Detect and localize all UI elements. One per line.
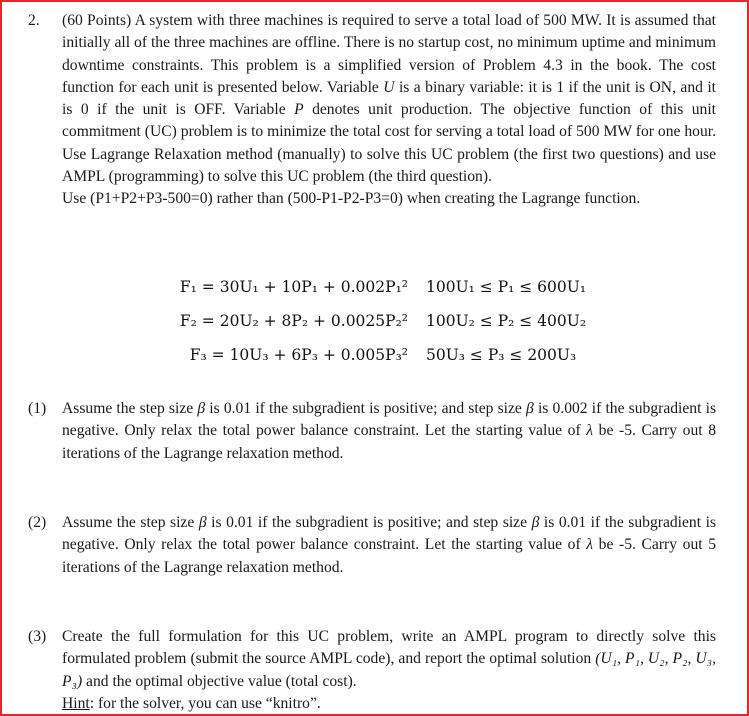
subquestion-2-text: is 0.01 if the subgradient is positive; and step size <box>206 514 532 531</box>
subquestion-3-text: and the optimal objective value (total cost). <box>82 672 357 690</box>
cost-function-1: F₁ = 30U₁ + 10P₁ + 0.002P₁² <box>179 278 408 296</box>
subquestion-1 <box>28 398 717 465</box>
subquestion-3 <box>28 626 716 715</box>
subquestion-2-text: be -5. Carry out 5 iterations of the Lagrange relaxation method. <box>62 536 716 576</box>
subquestion-3-marker: (3) <box>28 628 47 645</box>
beta-symbol: β <box>197 400 206 417</box>
subquestion-1-marker: (1) <box>28 400 47 417</box>
beta-symbol: β <box>526 400 534 417</box>
hint-label: Hint <box>62 694 90 712</box>
limit-constraint-1: 100U₁ ≤ P₁ ≤ 600U₁ <box>426 278 587 296</box>
solution-tuple: (U₁, P₁, U₂, P₂, U₃, P₃) <box>62 650 716 690</box>
intro-text-3: denotes unit production. The objective function of this unit commitment (UC) problem is to minimize the total cost for serving a total load of 500 MW for one hour. Use Lagrange Relaxation method (manually) to solve this UC problem (the first two questions) and use AMPL (programming) to solve this UC problem (the third question). <box>62 101 717 186</box>
variable-p: P <box>294 101 304 119</box>
cost-function-3: F₃ = 10U₃ + 6P₃ + 0.005P₃² <box>189 346 408 364</box>
variable-u: U <box>383 78 395 96</box>
beta-symbol: β <box>531 514 540 531</box>
question-number: 2. <box>28 12 40 29</box>
subquestion-1-text: Assume the step size <box>62 400 198 417</box>
limit-constraint-2: 100U₂ ≤ P₂ ≤ 400U₂ <box>426 312 587 330</box>
intro-text-2: is a binary variable: it is 1 if the unit is ON, and it is 0 if the unit is OFF. Variable <box>62 78 717 119</box>
beta-symbol: β <box>198 514 207 531</box>
question-intro <box>62 10 716 211</box>
subquestion-2-text: is 0.01 if the subgradient is negative. Only relax the total power balance constraint. Let the starting value of <box>62 514 717 554</box>
subquestion-2 <box>28 512 717 579</box>
lagrange-note: Use (P1+P2+P3-500=0) rather than (500-P1-P2-P3=0) when creating the Lagrange function. <box>62 190 641 208</box>
subquestion-2-marker: (2) <box>28 514 47 531</box>
limit-constraint-3: 50U₃ ≤ P₃ ≤ 200U₃ <box>426 346 577 364</box>
hint-text: : for the solver, you can use “knitro”. <box>89 694 321 712</box>
intro-text-1: (60 Points) A system with three machines is required to serve a total load of 500 MW. It is assumed that initially all of the three machines are offline. There is no startup cost, no minimum uptime and minimum downtime constraints. This problem is a simplified version of Problem 4.3 in the book. The cost function for each unit is presented below. Variable <box>62 12 716 96</box>
subquestion-1-text: be -5. Carry out 8 iterations of the Lagrange relaxation method. <box>62 422 716 462</box>
subquestion-1-text: is 0.01 if the subgradient is positive; and step size <box>205 400 526 417</box>
lambda-symbol: λ <box>586 422 594 440</box>
subquestion-2-text: Assume the step size <box>62 514 199 531</box>
subquestion-1-text: is 0.002 if the subgradient is negative. Only relax the total power balance constraint. Let the starting value of <box>62 400 717 440</box>
cost-function-2: F₂ = 20U₂ + 8P₂ + 0.0025P₂² <box>179 312 408 330</box>
lambda-symbol: λ <box>586 536 594 554</box>
subquestion-3-text: Create the full formulation for this UC problem, write an AMPL program to directly solve this formulated problem (submit the source AMPL code), and report the optimal solution <box>62 628 716 668</box>
